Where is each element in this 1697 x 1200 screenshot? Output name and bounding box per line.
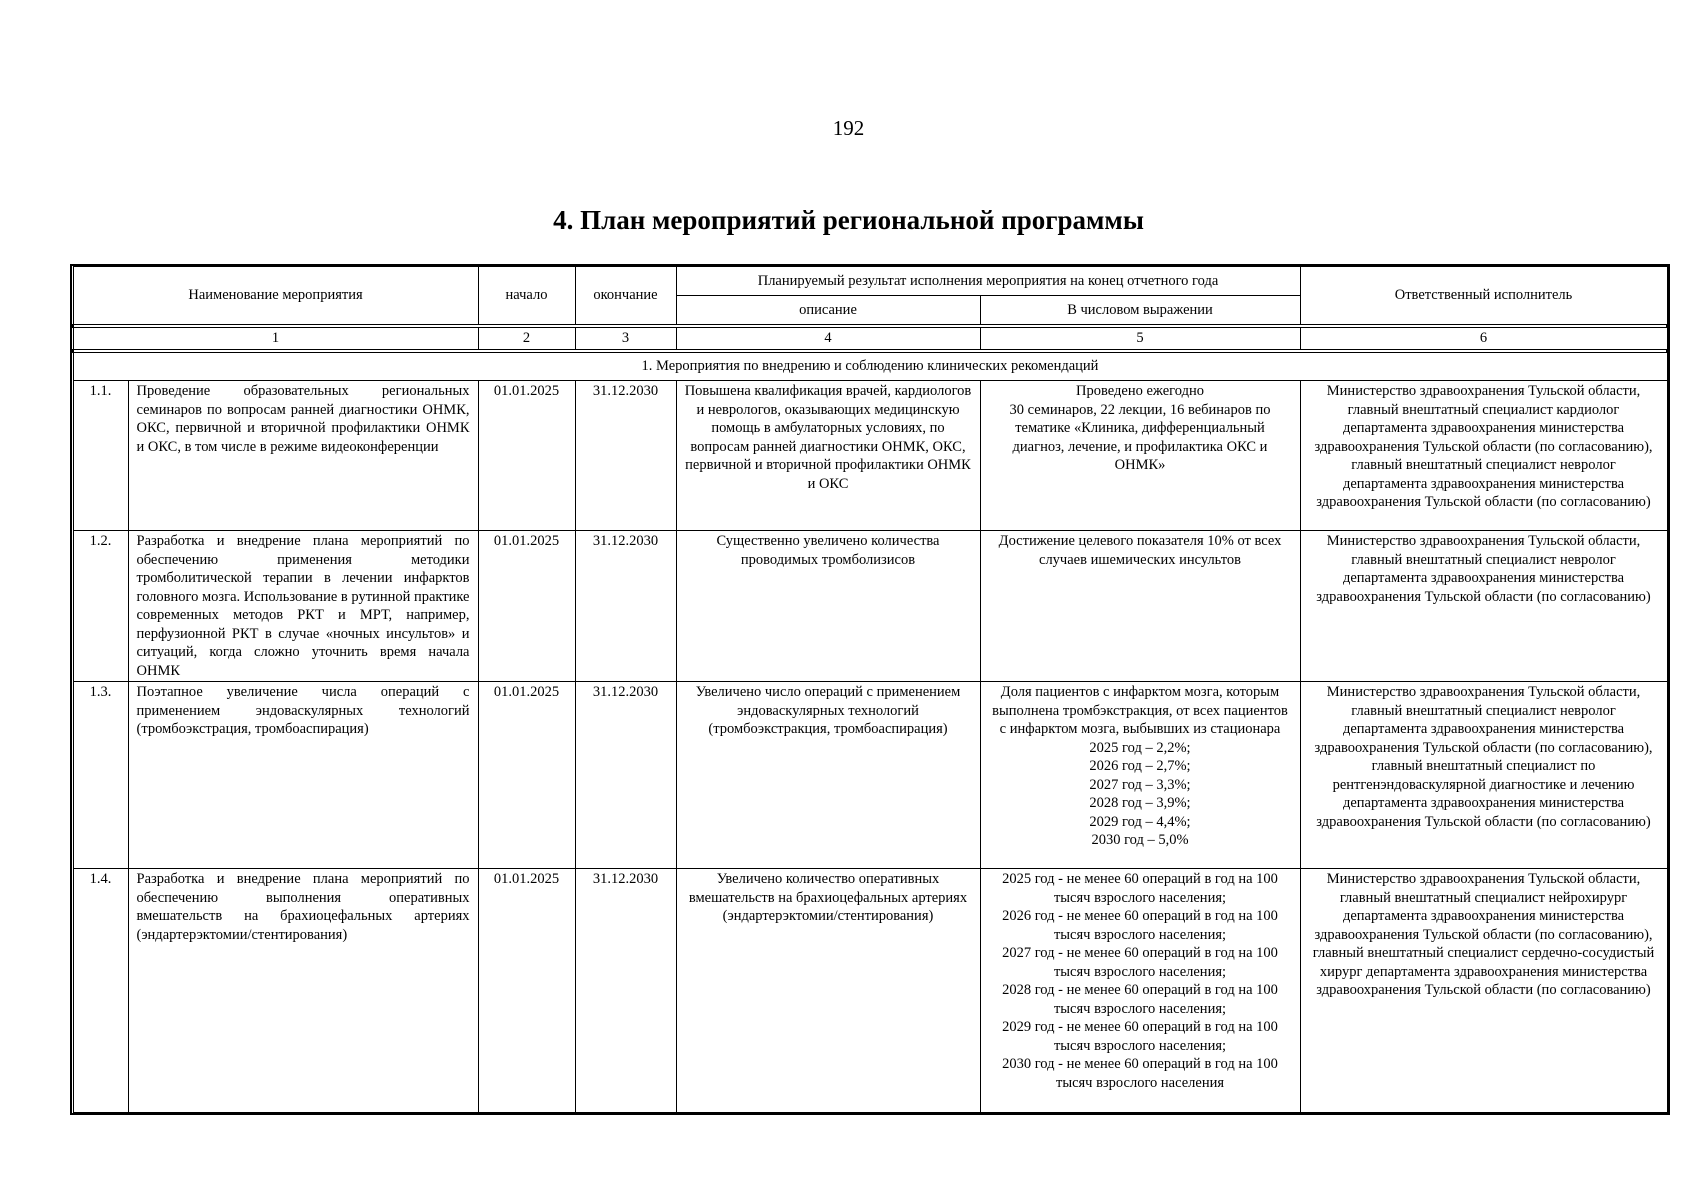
- row-start-date: 01.01.2025: [478, 381, 575, 531]
- page-title: 4. План мероприятий региональной программы: [553, 205, 1144, 235]
- numeric-line: 2025 год – 2,2%;: [1089, 739, 1191, 756]
- row-name: Поэтапное увеличение числа операций с применением эндоваскулярных технологий (тромбоэкстрация, тромбоаспирация): [128, 682, 478, 869]
- plan-table: [72, 266, 1668, 1113]
- column-number: 5: [980, 328, 1300, 350]
- numeric-line: 2027 год – 3,3%;: [1089, 776, 1191, 793]
- numeric-line: Доля пациентов с инфарктом мозга, которым выполнена тромбэкстракция, от всех пациентов с инфарктом мозга, выбывших из стационара: [992, 684, 1288, 737]
- row-responsible: Министерство здравоохранения Тульской области, главный внештатный специалист невролог департамента здравоохранения министерства здравоохранения Тульской области (по согласованию): [1300, 531, 1667, 682]
- header-result-group: Планируемый результат исполнения мероприятия на конец отчетного года: [676, 267, 1300, 296]
- numeric-line: 2028 год – 3,9%;: [1089, 795, 1191, 811]
- column-number: 3: [575, 328, 676, 350]
- numeric-line: 2026 год – 2,7%;: [1089, 758, 1191, 774]
- numeric-line: 2029 год – 4,4%;: [1089, 813, 1191, 830]
- row-start-date: 01.01.2025: [478, 682, 575, 869]
- page-number: 192: [832, 116, 865, 140]
- column-numbers-row: [73, 328, 1667, 350]
- numeric-line: 2028 год - не менее 60 операций в год на 100 тысяч взрослого населения;: [1002, 982, 1278, 1017]
- row-start-date: 01.01.2025: [478, 531, 575, 682]
- row-number: 1.1.: [73, 381, 128, 531]
- row-name: Проведение образовательных региональных семинаров по вопросам ранней диагностики ОНМК, ОКС, первичной и вторичной профилактики ОНМК и ОКС, в том числе в режиме видеоконференции: [128, 381, 478, 531]
- numeric-line: Достижение целевого показателя 10% от всех случаев ишемических инсультов: [998, 533, 1282, 568]
- row-numeric: [980, 682, 1300, 869]
- header-start: начало: [478, 267, 575, 325]
- row-name: Разработка и внедрение плана мероприятий по обеспечению применения методики тромболитической терапии в лечении инфарктов головного мозга. Использование в рутинной практике современных методов РКТ и МРТ, например, перфузионной РКТ в случае «ночных инсультов» и ситуаций, когда сложно уточнить время начала ОНМК: [128, 531, 478, 682]
- header-end: окончание: [575, 267, 676, 325]
- column-number: 4: [676, 328, 980, 350]
- row-responsible: Министерство здравоохранения Тульской области, главный внештатный специалист кардиолог департамента здравоохранения министерства здравоохранения Тульской области (по согласованию), главный внештатный специалист невролог департамента здравоохранения министерства здравоохранения Тульской области (по согласованию): [1300, 381, 1667, 531]
- column-number: 1: [73, 328, 478, 350]
- row-numeric: [980, 381, 1300, 531]
- row-responsible: Министерство здравоохранения Тульской области, главный внештатный специалист нейрохирург департамента здравоохранения министерства здравоохранения Тульской области (по согласованию), главный внештатный специалист сердечно-сосудистый хирург департамента здравоохранения министерства здравоохранения Тульской области (по согласованию): [1300, 869, 1667, 1113]
- section-title: 1. Мероприятия по внедрению и соблюдению клинических рекомендаций: [73, 353, 1667, 381]
- row-end-date: 31.12.2030: [575, 682, 676, 869]
- row-number: 1.2.: [73, 531, 128, 682]
- row-number: 1.3.: [73, 682, 128, 869]
- header-name: Наименование мероприятия: [73, 267, 478, 325]
- row-start-date: 01.01.2025: [478, 869, 575, 1113]
- row-end-date: 31.12.2030: [575, 531, 676, 682]
- row-description: Увеличено число операций с применением эндоваскулярных технологий (тромбоэкстракция, тромбоаспирация): [676, 682, 980, 869]
- row-numeric: [980, 531, 1300, 682]
- row-number: 1.4.: [73, 869, 128, 1113]
- numeric-line: 2030 год – 5,0%: [1091, 832, 1189, 848]
- row-description: Существенно увеличено количества проводимых тромболизисов: [676, 531, 980, 682]
- row-description: Увеличено количество оперативных вмешательств на брахиоцефальных артериях (эндартерэктомии/стентирования): [676, 869, 980, 1113]
- row-name: Разработка и внедрение плана мероприятий по обеспечению выполнения оперативных вмешательств на брахиоцефальных артериях (эндартерэктомии/стентирования): [128, 869, 478, 1113]
- header-description: описание: [676, 296, 980, 325]
- table-row: [73, 531, 1667, 682]
- column-number: 2: [478, 328, 575, 350]
- row-end-date: 31.12.2030: [575, 869, 676, 1113]
- row-responsible: Министерство здравоохранения Тульской области, главный внештатный специалист невролог департамента здравоохранения министерства здравоохранения Тульской области (по согласованию), главный внештатный специалист по рентгенэндоваскулярной диагностике и лечению департамента здравоохранения министерства здравоохранения Тульской области (по согласованию): [1300, 682, 1667, 869]
- table-row: [73, 381, 1667, 531]
- table-row: [73, 682, 1667, 869]
- header-responsible: Ответственный исполнитель: [1300, 267, 1667, 325]
- numeric-line: 2027 год - не менее 60 операций в год на 100 тысяч взрослого населения;: [1002, 945, 1278, 980]
- numeric-line: 2029 год - не менее 60 операций в год на 100 тысяч взрослого населения;: [1002, 1019, 1278, 1054]
- row-numeric: [980, 869, 1300, 1113]
- row-description: Повышена квалификация врачей, кардиологов и неврологов, оказывающих медицинскую помощь в амбулаторных условиях, по вопросам ранней диагностики ОНМК, ОКС, первичной и вторичной профилактики ОНМК и ОКС: [676, 381, 980, 531]
- numeric-line: 2025 год - не менее 60 операций в год на 100 тысяч взрослого населения;: [1002, 871, 1278, 906]
- header-numeric: В числовом выражении: [980, 296, 1300, 325]
- row-end-date: 31.12.2030: [575, 381, 676, 531]
- numeric-line: 30 семинаров, 22 лекции, 16 вебинаров по тематике «Клиника, дифференциальный диагноз, лечение, и профилактика ОКС и ОНМК»: [1009, 401, 1271, 473]
- table-row: [73, 869, 1667, 1113]
- numeric-line: 2030 год - не менее 60 операций в год на 100 тысяч взрослого населения: [1002, 1056, 1278, 1091]
- numeric-line: 2026 год - не менее 60 операций в год на 100 тысяч взрослого населения;: [1002, 908, 1278, 943]
- column-number: 6: [1300, 328, 1667, 350]
- numeric-line: Проведено ежегодно: [1076, 383, 1204, 399]
